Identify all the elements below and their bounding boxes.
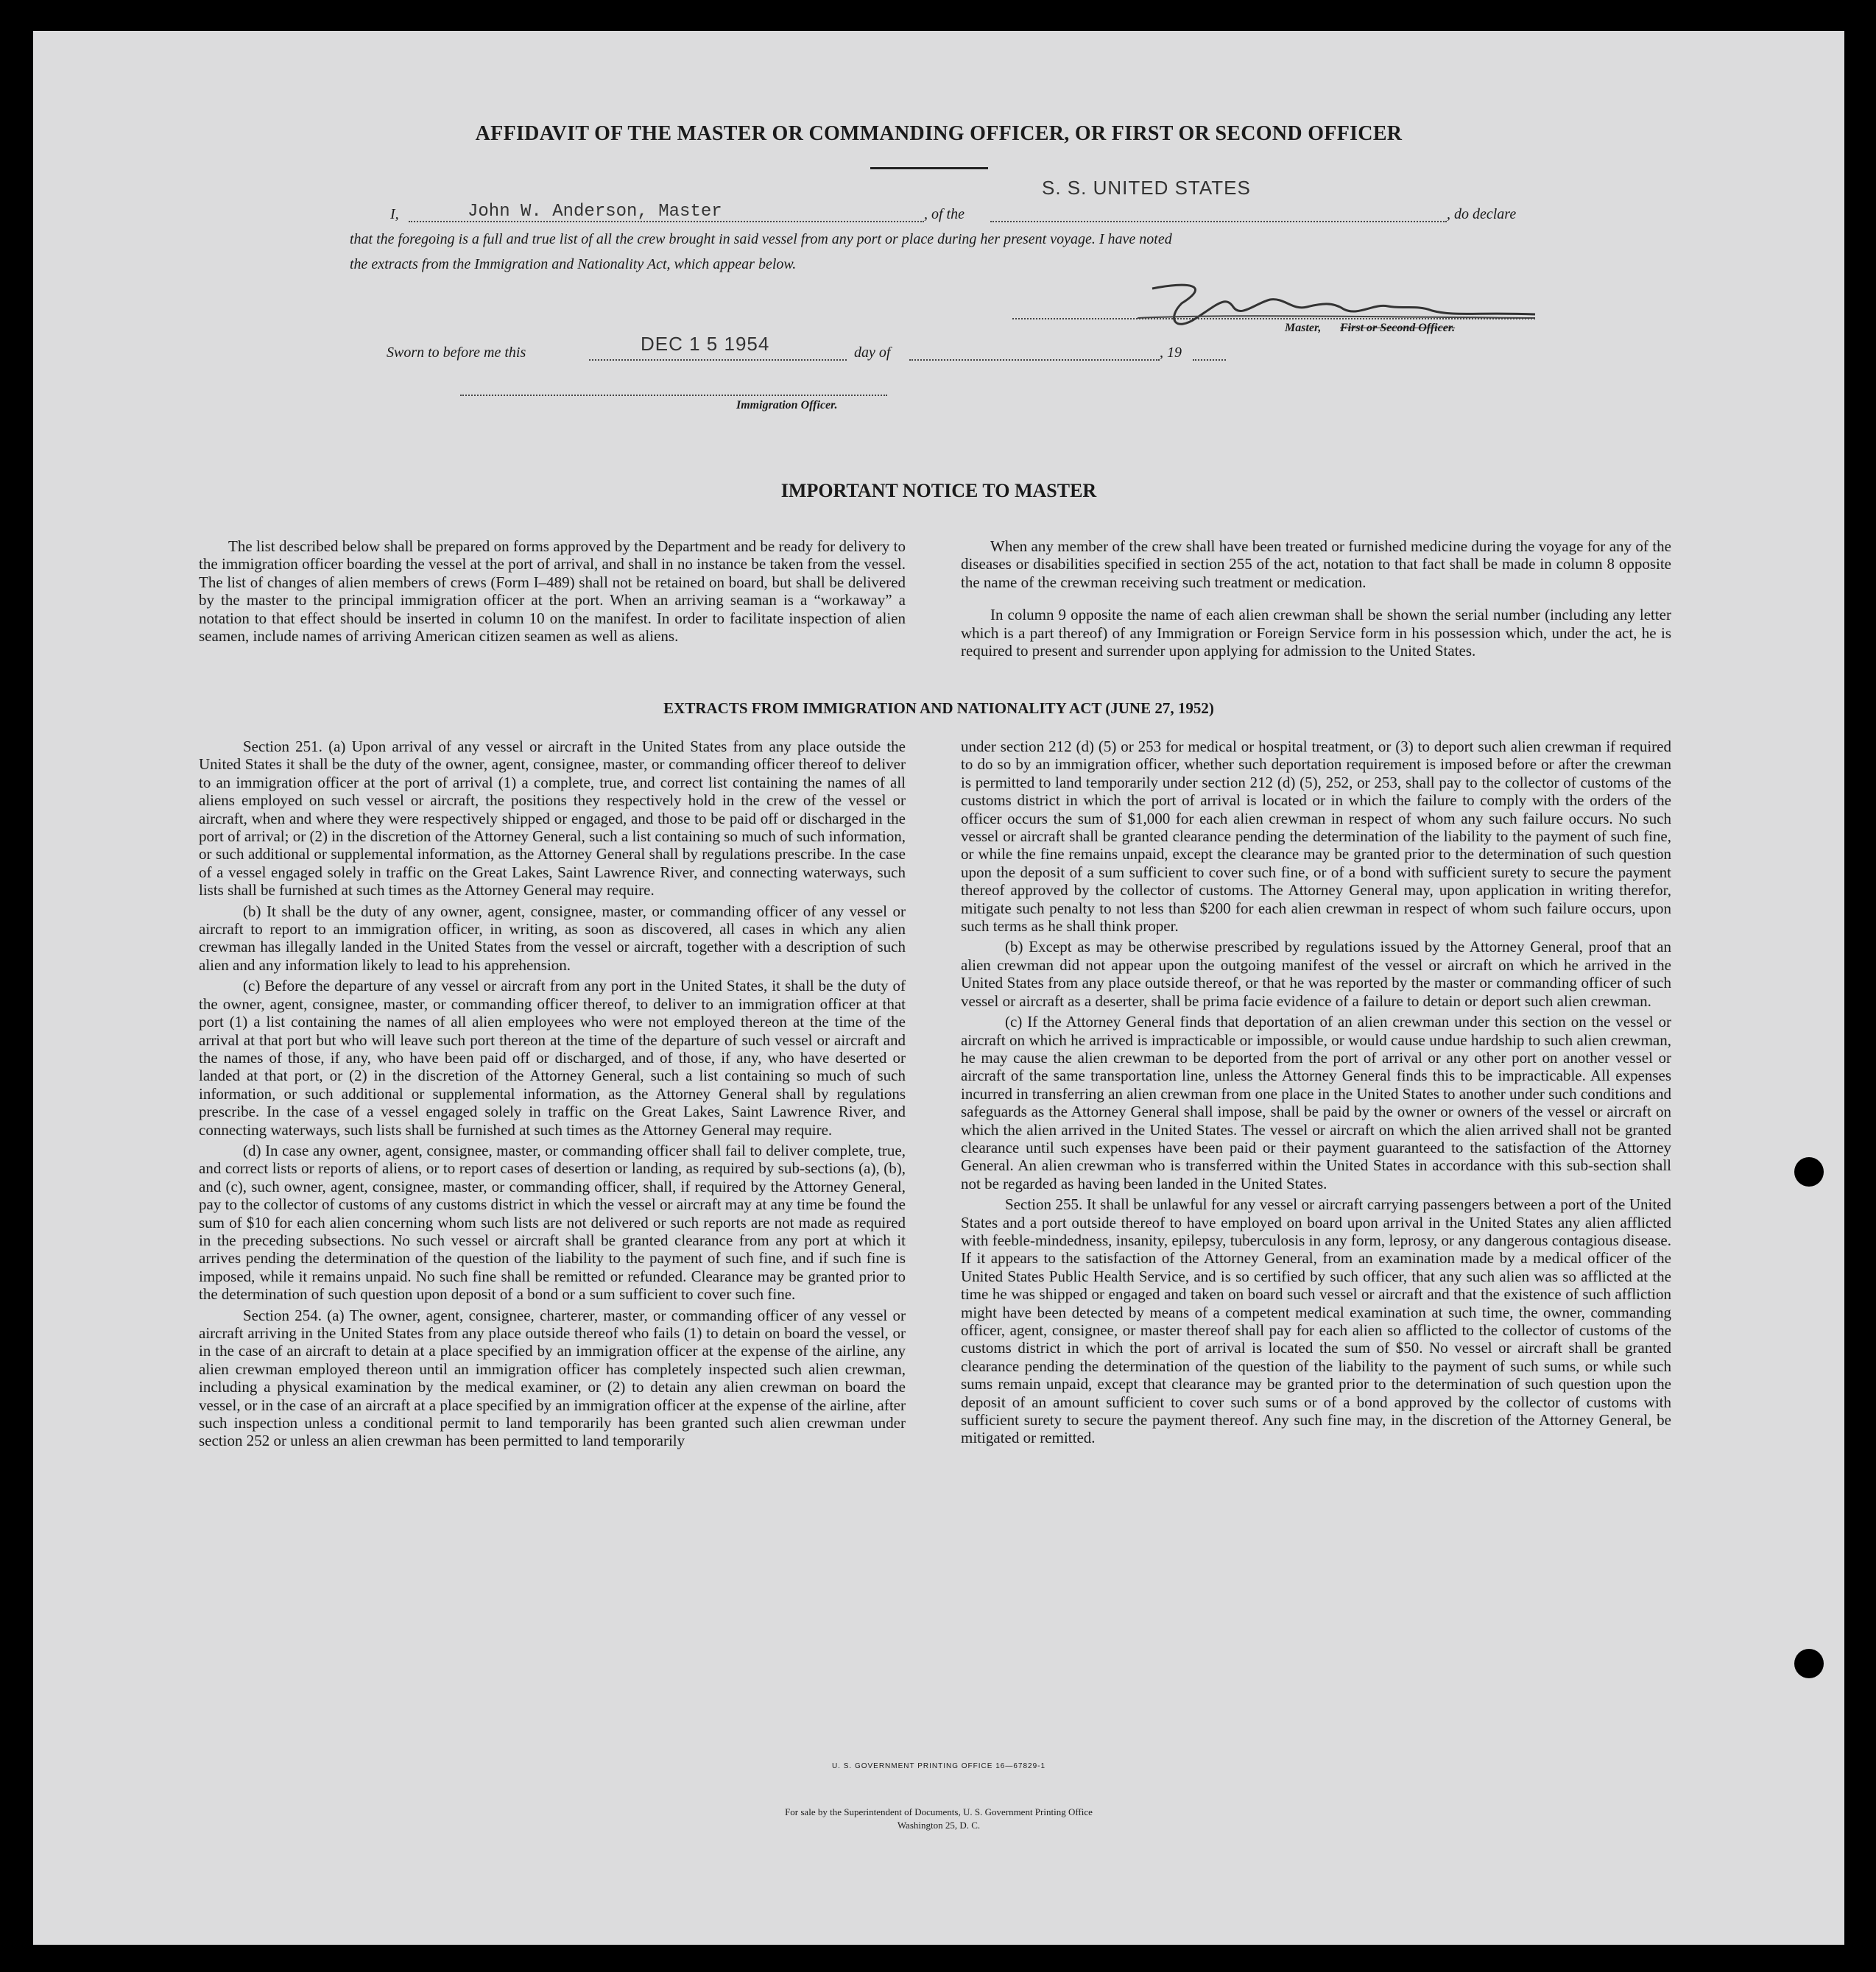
declaration-line-2: the extracts from the Immigration and Nationality Act, which appear below. [350,256,797,272]
section-251-a: Section 251. (a) Upon arrival of any vessel or aircraft in the United States from any place outside the United States it shall be the duty of the owner, agent, consignee, master, or commanding officer thereof to deliver to an immigration officer at the port of arrival (1) a complete, true, and correct list containing the names of all aliens employed on such vessel or aircraft, the positions they respectively hold in the crew of the vessel or aircraft, when and where they were respectively shipped or engaged, and those to be paid off or discharged in the port of arrival; or (2) in the discretion of the Attorney General, such a list containing so much of such information, or such additional or supplemental information, as the Attorney General shall by regulations prescribe. In the case of a vessel engaged solely in traffic on the Great Lakes, Saint Lawrence River, and connecting waterways, such lists shall be furnished at such times as the Attorney General may require. [199,738,906,900]
notice-right-paragraph-1: When any member of the crew shall have been treated or furnished medicine during the voyage for any of the diseases or disabilities specified in section 255 of the act, notation to that fact shall be made in column 8 opposite the name of the crewman receiving such treatment or medication. [961,537,1671,591]
section-251-b: (b) It shall be the duty of any owner, agent, consignee, master, or commanding officer of any vessel or aircraft to report to an immigration officer, in writing, as soon as discovered, all cases in which any alien crewman has illegally landed in the United States from the vessel or aircraft, together with a description of such alien and any information likely to lead to his apprehension. [199,902,906,974]
punch-hole-lower [1794,1649,1824,1678]
section-254-a: Section 254. (a) The owner, agent, consignee, charterer, master, or commanding officer of any vessel or aircraft arriving in the United States from any place outside thereof who fails (1) to detain on board the vessel, or in the case of an aircraft to detain at a place specified by an immigration officer at the expense of the airline, any alien crewman employed thereon until an immigration officer has completely inspected such alien crewman, including a physical examination by the medical examiner, or (2) to detain any alien crewman on board the vessel, or in the case of an aircraft at a place specified by an immigration officer at the expense of the airline, after such inspection unless a conditional permit to land temporarily has been granted such alien crewman under section 252 or unless an alien crewman has been permitted to land temporarily [199,1306,906,1450]
year-prefix: , 19 [1160,344,1182,361]
punch-hole-upper [1794,1157,1824,1187]
notice-left-paragraph: The list described below shall be prepared on forms approved by the Department and be ready for delivery to the immigration officer boarding the vessel at the port of arrival, and shall in no instance be taken from the vessel. The list of changes of alien members of crews (Form I–489) shall not be retained on board, but shall be delivered by the master to the principal immigration officer at the port. When an arriving seaman is a “workaway” a notation to that effect should be inserted in column 10 on the manifest. In order to facilitate inspection of alien seamen, include names of arriving American citizen seamen as well as aliens. [199,537,906,646]
vessel-field-line [990,221,1447,222]
month-line [909,359,1160,361]
title-divider [870,167,988,169]
section-251-c: (c) Before the departure of any vessel or aircraft from any port in the United States, it shall be the duty of the owner, agent, consignee, master, or commanding officer thereof, to deliver to an immigration officer at that port (1) a list containing the names of all alien employees who were not employed thereon at the time of the arrival at that port but who will leave such port thereon at the time of the departure of such vessel or aircraft and the names of those, if any, who have been paid off or discharged, and of those, if any, who have deserted or landed at that port, or (2) in the discretion of the Attorney General, such a list containing so much of such information, or such additional or supplemental information, as the Attorney General shall by regulations prescribe. In the case of a vessel engaged solely in traffic on the Great Lakes, Saint Lawrence River, and connecting waterways, such lists shall be furnished at such times as the Attorney General may require. [199,977,906,1139]
section-254-c: (c) If the Attorney General finds that deportation of an alien crewman under this section on the vessel or aircraft on which he arrived is impracticable or impossible, or would cause undue hardship to such alien crewman, he may cause the alien crewman to be deported from the port of arrival or any other port on another vessel or aircraft of the same transportation line, unless the Attorney General finds this to be impracticable. All expenses incurred in transferring an alien crewman from one place in the United States to another under such conditions and safeguards as the Attorney General shall impose, shall be paid by the owner or owners of the vessel or aircraft on which the alien arrived in the United States. The vessel or aircraft on which the alien arrived shall not be granted clearance until such expenses have been paid or their payment guaranteed to the satisfaction of the Attorney General. An alien crewman who is transferred within the United States in accordance with this sub-section shall not be regarded as having been landed in the United States. [961,1013,1671,1192]
extracts-heading: EXTRACTS FROM IMMIGRATION AND NATIONALITY ACT (JUNE 27, 1952) [663,699,1214,717]
of-the-label: , of the [924,206,965,222]
sworn-day-line [589,359,847,361]
extracts-left-column [199,738,906,1453]
day-of-label: day of [854,344,891,361]
master-label: Master, [1285,322,1322,334]
document-page [33,31,1844,1945]
notice-right-paragraph-2: In column 9 opposite the name of each alien crewman shall be shown the serial number (including any letter which is a part thereof) of any Immigration or Foreign Service form in his possession which, under the act, he is required to present and surrender upon applying for admission to the United States. [961,606,1671,660]
name-field-value: John W. Anderson, Master [468,202,722,222]
do-declare-label: , do declare [1447,206,1517,222]
affidavit-title: AFFIDAVIT OF THE MASTER OR COMMANDING OFFICER, OR FIRST OR SECOND OFFICER [475,122,1403,145]
notice-right-column [961,537,1671,662]
i-label: I, [390,206,399,222]
signature-scrawl [1123,274,1550,340]
vessel-stamp: S. S. UNITED STATES [1042,177,1251,199]
struck-officer-label: First or Second Officer. [1340,322,1456,334]
immigration-officer-label: Immigration Officer. [736,399,838,411]
extracts-right-column [961,738,1671,1450]
section-251-d: (d) In case any owner, agent, consignee, master, or commanding officer shall fail to deliver complete, true, and correct lists or reports of aliens, or to report cases of desertion or landing, as required by sub-sections (a), (b), and (c), such owner, agent, consignee, master, or commanding officer, shall, if required by the Attorney General, pay to the collector of customs of any customs district in which the vessel or aircraft may at any time be found the sum of $10 for each alien concerning whom such lists are not delivered or such reports are not made as required in the preceding subsections. No such vessel or aircraft shall be granted clearance from any port at which it arrives pending the determination of the question of the liability to the payment of such fine, and if such fine is imposed, while it remains unpaid. No such fine shall be remitted or refunded. Clearance may be granted prior to the determination of such question upon deposit of a bond or a sum sufficient to cover such fine. [199,1141,906,1304]
section-254-b: (b) Except as may be otherwise prescribed by regulations issued by the Attorney General, proof that an alien crewman did not appear upon the outgoing manifest of the vessel or aircraft on which he arrived in the United States from any place outside thereof, or that he was reported by the master or commanding officer of such vessel or aircraft as a deserter, shall be prima facie evidence of a failure to detain or deport such alien crewman. [961,938,1671,1010]
declaration-line-1: that the foregoing is a full and true list of all the crew brought in said vessel from any port or place during her present voyage. I have noted [350,231,1172,247]
officer-signature-line [460,395,887,396]
sworn-label: Sworn to before me this [387,344,526,361]
printing-office-imprint: U. S. GOVERNMENT PRINTING OFFICE 16—67829-1 [831,1762,1046,1770]
date-stamp: DEC 1 5 1954 [641,333,770,355]
section-255: Section 255. It shall be unlawful for any vessel or aircraft carrying passengers between a port of the United States and a port outside thereof to have employed on board upon arrival in the United States any alien afflicted with feeble-mindedness, insanity, epilepsy, tuberculosis in any form, leprosy, or any dangerous contagious disease. If it appears to the satisfaction of the Attorney General, from an examination made by a medical officer of the United States Public Health Service, and is so certified by such officer, that any such alien was so afflicted at the time he was shipped or engaged and taken on board such vessel or aircraft and that the existence of such affliction might have been detected by means of a competent medical examination at such time, the owner, commanding officer, agent, consignee, or master thereof shall pay for each alien so afflicted to the collector of customs of the customs district in which the port of arrival is located the sum of $50. No vessel or aircraft shall be granted clearance pending the determination of the question of the liability to the payment of such sums, or while such sums remain unpaid, except that clearance may be granted prior to the determination of such question upon the deposit of an amount sufficient to cover such sums or of a bond approved by the collector of customs with sufficient surety to secure the payment thereof. Any such fine may, in the discretion of the Attorney General, be mitigated or remitted. [961,1195,1671,1447]
year-line [1193,359,1226,361]
notice-left-column [199,537,906,648]
notice-heading: IMPORTANT NOTICE TO MASTER [780,480,1097,501]
footer-line-2: Washington 25, D. C. [897,1820,981,1831]
section-254-a-continued: under section 212 (d) (5) or 253 for medical or hospital treatment, or (3) to deport such alien crewman if required to do so by an immigration officer, whether such deportation requirement is imposed before or after the crewman is permitted to land temporarily under section 212 (d) (5), 252, or 253, shall pay to the collector of customs of the customs district in which the port of arrival is located or in which the failure to comply with the orders of the officer occurs the sum of $1,000 for each alien crewman in respect of whom any such failure occurs. No such vessel or aircraft shall be granted clearance pending the determination of the liability to the payment of such fine, or while the fine remains unpaid, except the clearance may be granted prior to the determination of such question upon the deposit of a sum sufficient to cover such fine, or of a bond with sufficient surety to secure the payment thereof approved by the collector of customs. The Attorney General may, upon application in writing therefor, mitigate such penalty to not less than $200 for each alien crewman in respect of whom such failure occurs, upon such terms as he shall think proper. [961,738,1671,936]
footer-line-1: For sale by the Superintendent of Documents, U. S. Government Printing Office [785,1806,1093,1817]
